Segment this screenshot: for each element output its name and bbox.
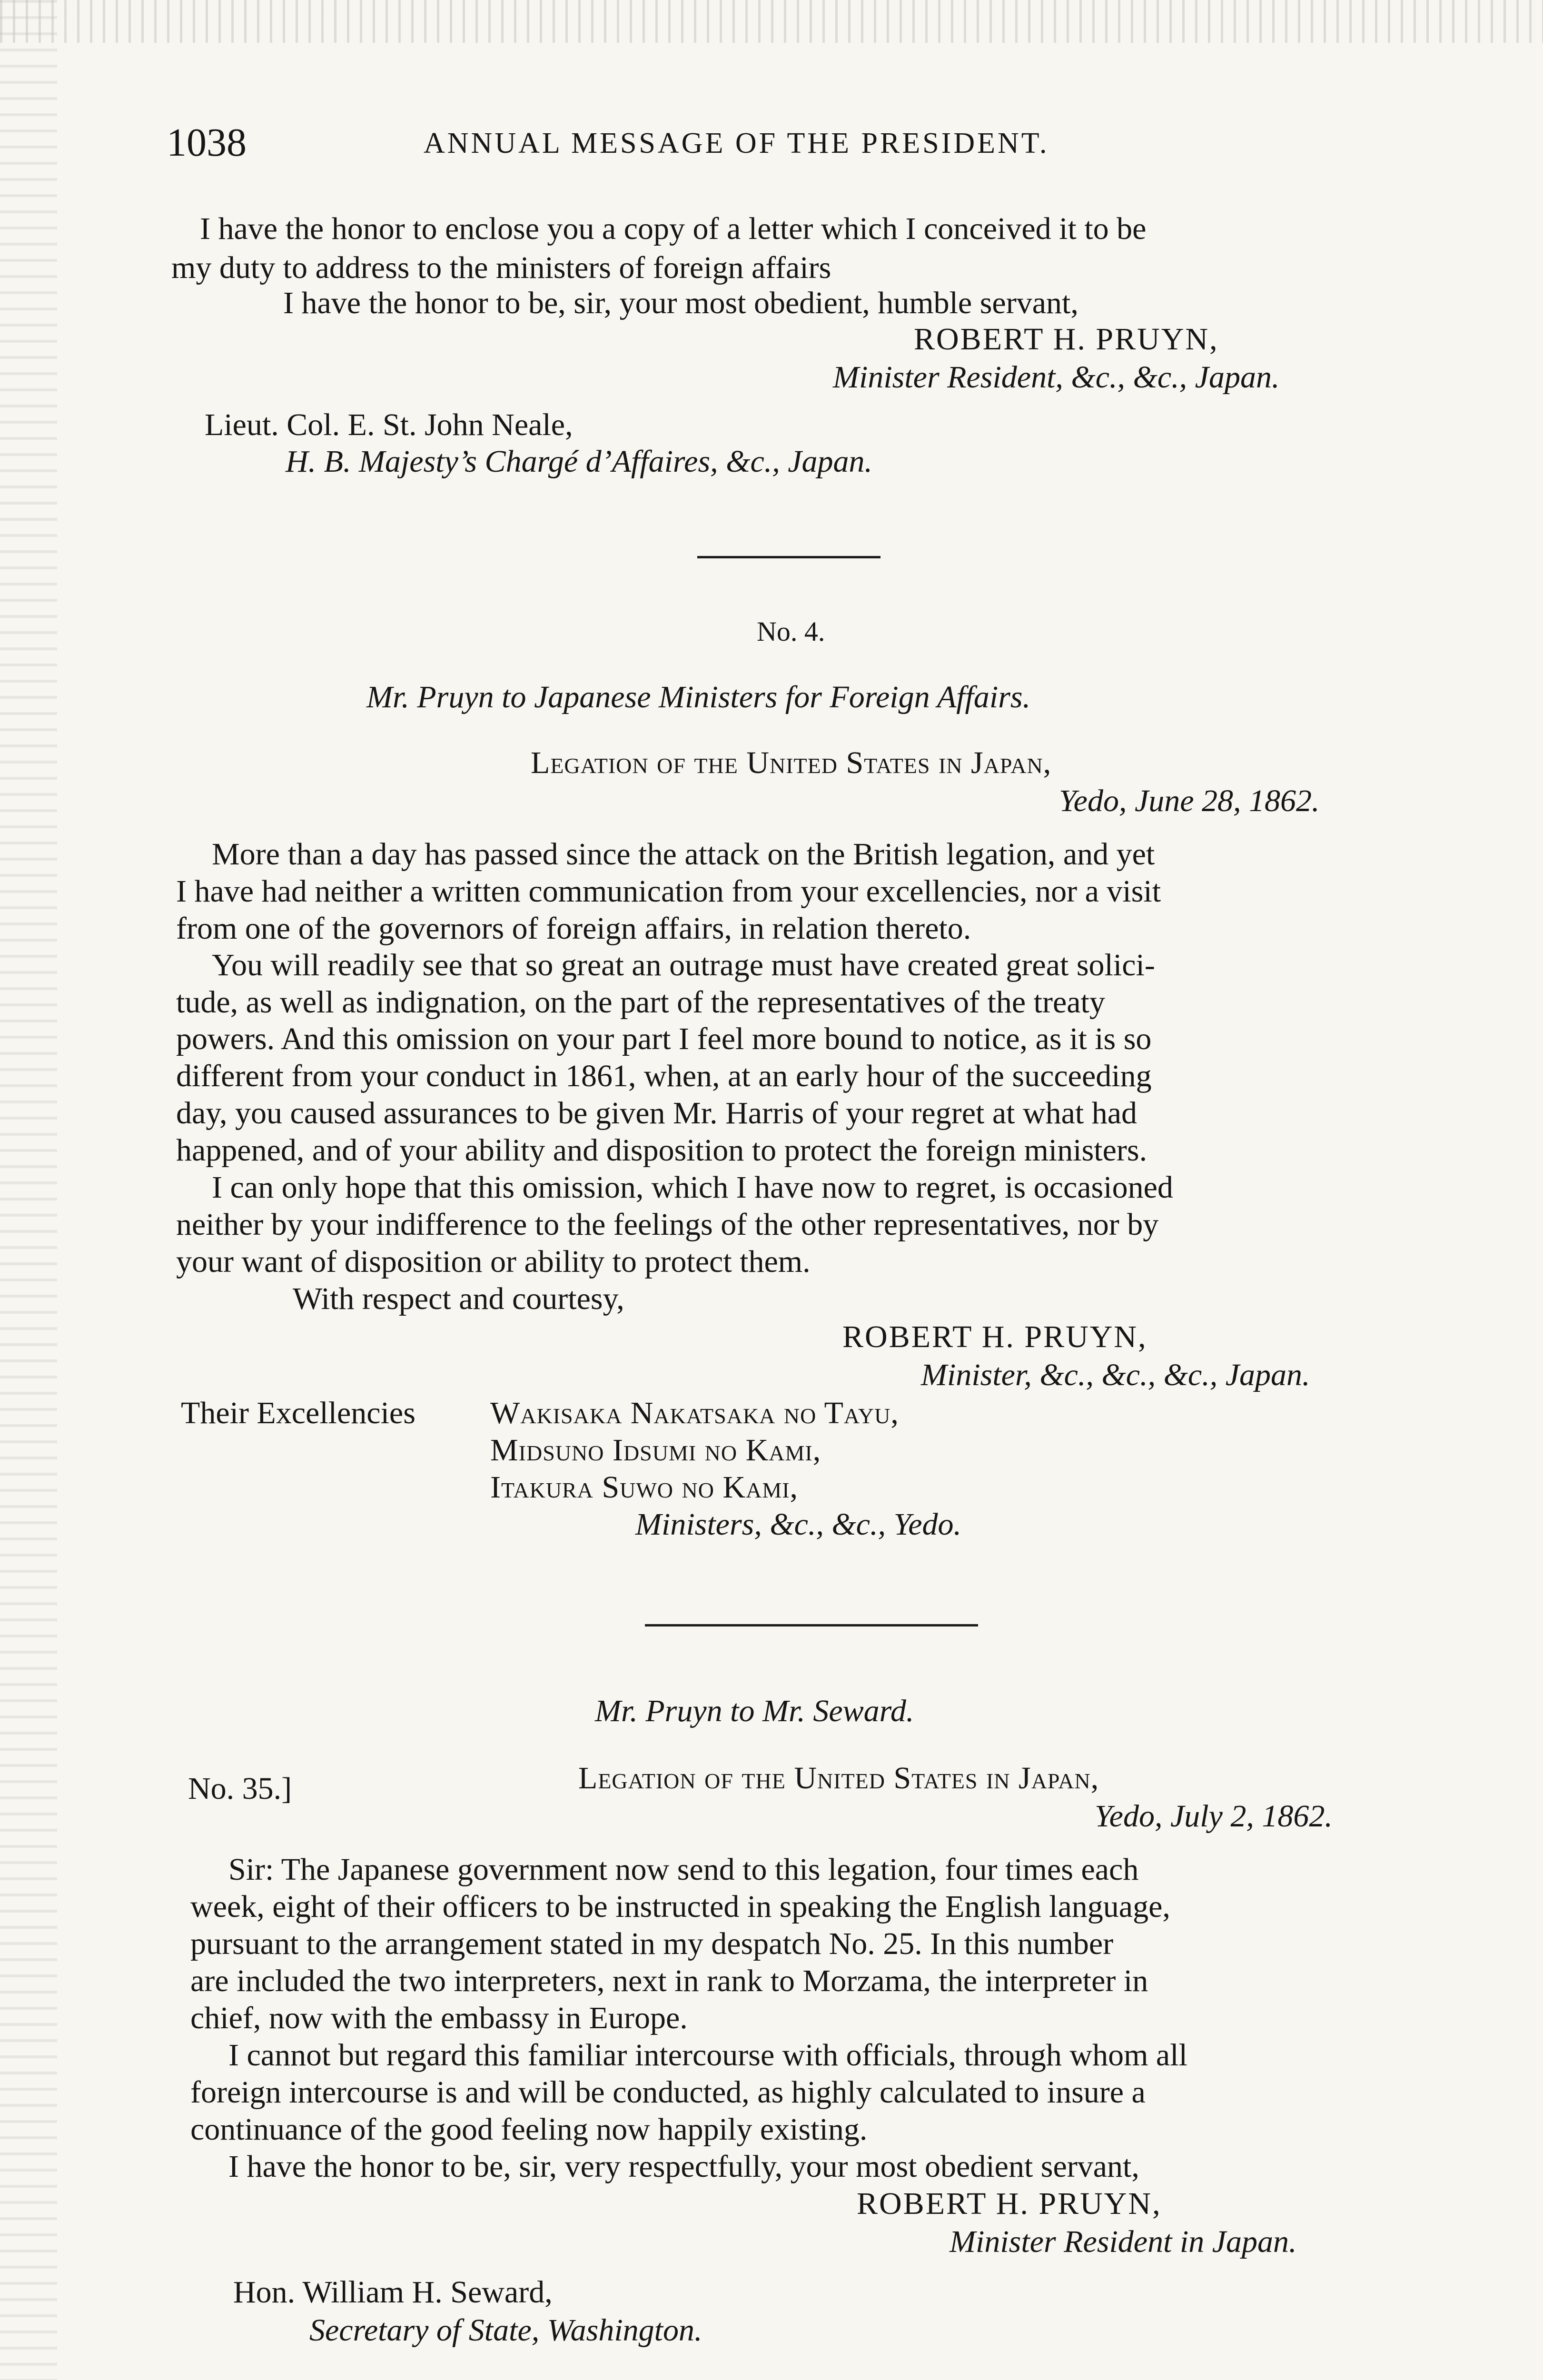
section-divider bbox=[697, 556, 880, 558]
running-title: ANNUAL MESSAGE OF THE PRESIDENT. bbox=[424, 127, 1049, 159]
body-line: I have had neither a written communication from your excellencies, nor a visit bbox=[176, 874, 1161, 909]
body-line: Sir: The Japanese government now send to this legation, four times each bbox=[228, 1852, 1139, 1887]
closing-line: I have the honor to be, sir, very respectfully, your most obedient servant, bbox=[228, 2149, 1139, 2184]
body-line: different from your conduct in 1861, when, at an early hour of the succeeding bbox=[176, 1059, 1152, 1093]
page-number: 1038 bbox=[167, 120, 247, 165]
addressee-name: Itakura Suwo no Kami, bbox=[490, 1470, 799, 1505]
body-line: pursuant to the arrangement stated in my despatch No. 25. In this number bbox=[190, 1926, 1114, 1961]
signature: ROBERT H. PRUYN, bbox=[914, 322, 1219, 357]
body-line: I can only hope that this omission, which I have now to regret, is occasioned bbox=[212, 1170, 1173, 1205]
signature-title: Minister Resident, &c., &c., Japan. bbox=[833, 360, 1280, 395]
addressee-prefix: Their Excellencies bbox=[181, 1396, 415, 1430]
scan-edge-top bbox=[0, 0, 1543, 43]
addressee-title: H. B. Majesty’s Chargé d’Affaires, &c., Japan. bbox=[286, 444, 873, 479]
body-line: are included the two interpreters, next in rank to Morzama, the interpreter in bbox=[190, 1964, 1148, 1998]
letter-number: No. 35.] bbox=[188, 1771, 292, 1806]
legation-line: Legation of the United States in Japan, bbox=[578, 1761, 1099, 1795]
body-line: week, eight of their officers to be instructed in speaking the English language, bbox=[190, 1889, 1170, 1924]
body-line: your want of disposition or ability to protect them. bbox=[176, 1244, 811, 1279]
legation-line: Legation of the United States in Japan, bbox=[531, 745, 1052, 780]
letter-date: Yedo, July 2, 1862. bbox=[1095, 1799, 1333, 1834]
body-line: happened, and of your ability and disposition to protect the foreign ministers. bbox=[176, 1133, 1147, 1168]
letter-number: No. 4. bbox=[757, 616, 825, 647]
body-line: I cannot but regard this familiar intercourse with officials, through whom all bbox=[228, 2038, 1187, 2073]
body-line: neither by your indifference to the feelings of the other representatives, nor by bbox=[176, 1207, 1159, 1242]
body-line: I have the honor to enclose you a copy of a letter which I conceived it to be bbox=[200, 211, 1147, 246]
body-line: from one of the governors of foreign affairs, in relation thereto. bbox=[176, 911, 971, 946]
body-line: continuance of the good feeling now happily existing. bbox=[190, 2112, 868, 2147]
signature: ROBERT H. PRUYN, bbox=[842, 1319, 1147, 1354]
addressee-name: Midsuno Idsumi no Kami, bbox=[490, 1433, 821, 1468]
addressee-title: Secretary of State, Washington. bbox=[309, 2313, 702, 2348]
body-line: my duty to address to the ministers of foreign affairs bbox=[171, 250, 831, 285]
body-line: More than a day has passed since the attack on the British legation, and yet bbox=[212, 837, 1155, 872]
addressee-name: Lieut. Col. E. St. John Neale, bbox=[205, 407, 573, 442]
signature-title: Minister Resident in Japan. bbox=[950, 2224, 1297, 2259]
scan-edge-left bbox=[0, 0, 57, 2380]
letter-date: Yedo, June 28, 1862. bbox=[1059, 783, 1320, 818]
closing-line: With respect and courtesy, bbox=[293, 1281, 624, 1316]
addressee-name: Wakisaka Nakatsaka no Tayu, bbox=[490, 1396, 899, 1430]
letter-heading: Mr. Pruyn to Japanese Ministers for Foreign Affairs. bbox=[366, 680, 1031, 714]
addressee-title: Ministers, &c., &c., Yedo. bbox=[635, 1507, 962, 1542]
body-line: foreign intercourse is and will be conducted, as highly calculated to insure a bbox=[190, 2075, 1146, 2110]
letter-heading: Mr. Pruyn to Mr. Seward. bbox=[595, 1694, 914, 1728]
signature: ROBERT H. PRUYN, bbox=[857, 2186, 1162, 2221]
body-line: powers. And this omission on your part I feel more bound to notice, as it is so bbox=[176, 1021, 1152, 1056]
signature-title: Minister, &c., &c., &c., Japan. bbox=[921, 1358, 1310, 1392]
addressee-name: Hon. William H. Seward, bbox=[233, 2275, 553, 2310]
body-line: day, you caused assurances to be given Mr. Harris of your regret at what had bbox=[176, 1096, 1137, 1130]
body-line: tude, as well as indignation, on the part of the representatives of the treaty bbox=[176, 985, 1105, 1020]
section-divider bbox=[645, 1624, 978, 1626]
body-line: chief, now with the embassy in Europe. bbox=[190, 2001, 688, 2035]
body-line: I have the honor to be, sir, your most obedient, humble servant, bbox=[283, 286, 1078, 320]
body-line: You will readily see that so great an outrage must have created great solici- bbox=[212, 948, 1155, 982]
